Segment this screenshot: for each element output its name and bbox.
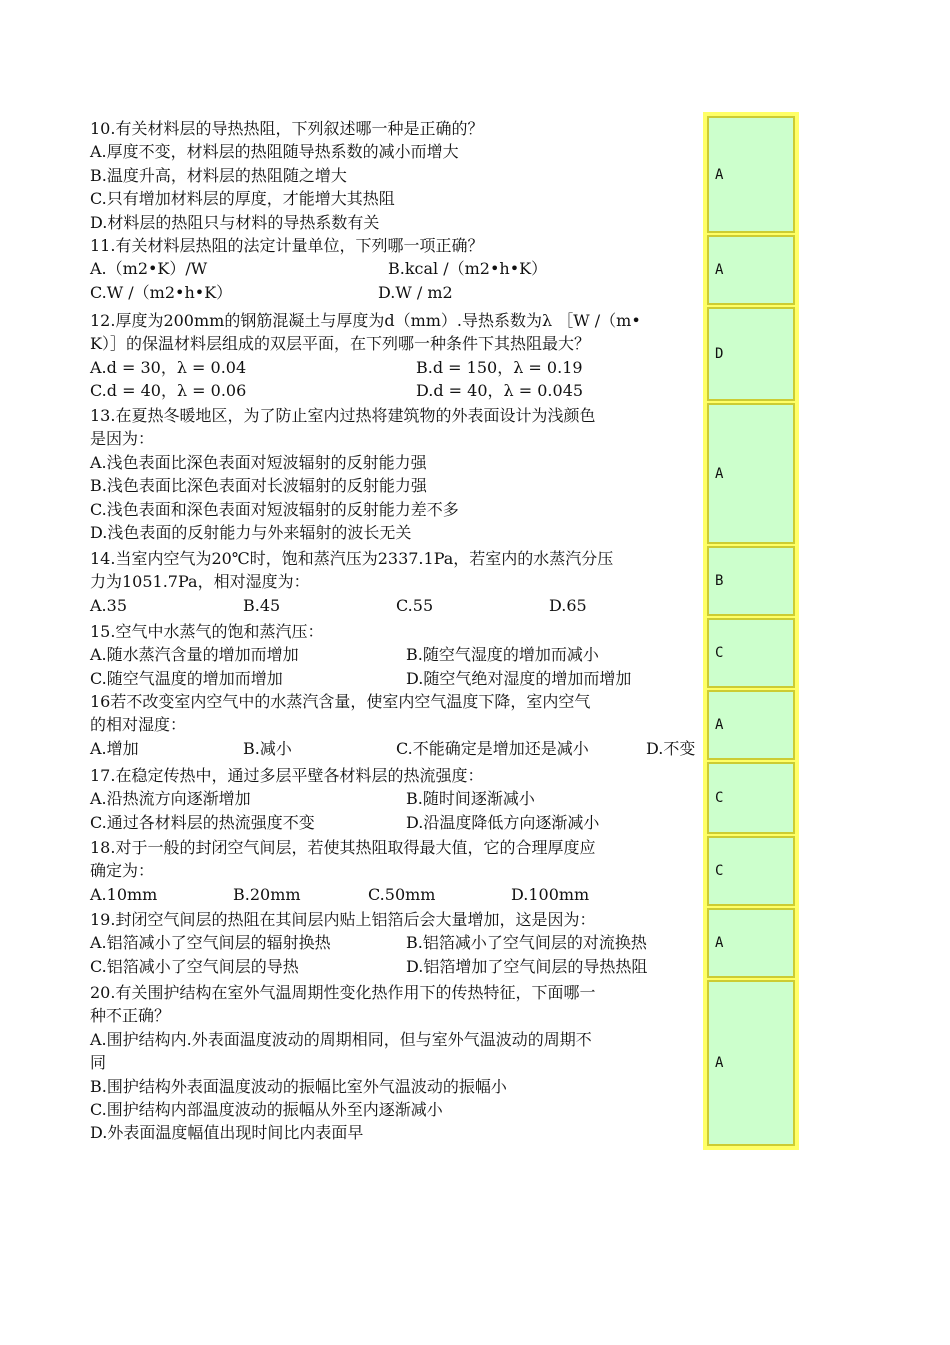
question-stem: 17.在稳定传热中，通过多层平壁各材料层的热流强度：: [90, 766, 484, 785]
option-row: [90, 787, 700, 810]
question-17: [90, 764, 700, 834]
option-b: B.45: [243, 595, 281, 615]
question-stem-line: 种不正确？: [90, 1006, 171, 1026]
option-a: A.增加: [90, 738, 139, 758]
option-c: C.50mm: [368, 884, 436, 904]
answer-cell-19[interactable]: A: [707, 908, 795, 978]
option-a: A.10mm: [90, 884, 158, 904]
question-stem: 11.有关材料层热阻的法定计量单位，下列哪一项正确？: [90, 236, 484, 255]
option-a: A.厚度不变，材料层的热阻随导热系数的减小而增大: [90, 142, 459, 162]
option-row: [90, 356, 700, 379]
answer-cell-18[interactable]: C: [707, 836, 795, 906]
option-d: D.外表面温度幅值出现时间比内表面早: [90, 1123, 364, 1143]
option-row: [90, 811, 700, 834]
question-10: [90, 117, 700, 234]
option-a-continued: 同: [90, 1053, 107, 1073]
option-c: C.随空气温度的增加而增加: [90, 668, 283, 688]
option-b: B.kcal /（m2•h•K）: [388, 259, 548, 279]
option-c: C.只有增加材料层的厚度，才能增大其热阻: [90, 189, 395, 209]
option-b: B.浅色表面比深色表面对长波辐射的反射能力强: [90, 476, 427, 496]
option-row: [90, 737, 700, 760]
option-b: B.温度升高，材料层的热阻随之增大: [90, 165, 347, 185]
question-15: [90, 620, 700, 690]
option-b: B.20mm: [233, 884, 301, 904]
question-stem-line: 的相对湿度：: [90, 715, 187, 735]
question-19: [90, 908, 700, 978]
question-18: [90, 836, 700, 906]
question-stem-line: 18.对于一般的封闭空气间层，若使其热阻取得最大值，它的合理厚度应: [90, 838, 596, 857]
option-row: [90, 643, 700, 666]
option-c: C.W /（m2•h•K）: [90, 282, 233, 302]
option-c: C.通过各材料层的热流强度不变: [90, 812, 315, 832]
option-row: [90, 955, 700, 978]
option-a: A.随水蒸汽含量的增加而增加: [90, 645, 299, 665]
option-d: D.100mm: [511, 884, 590, 904]
option-b: B.随空气湿度的增加而减小: [406, 645, 599, 665]
answer-column: [703, 112, 799, 1150]
option-a: A.d = 30，λ = 0.04: [90, 357, 247, 377]
question-14: [90, 547, 700, 617]
option-b: B.减小: [243, 738, 292, 758]
option-d: D.d = 40，λ = 0.045: [416, 381, 584, 401]
option-d: D.浅色表面的反射能力与外来辐射的波长无关: [90, 522, 412, 542]
option-row: [90, 281, 700, 304]
question-stem: 19.封闭空气间层的热阻在其间层内贴上铝箔后会大量增加，这是因为：: [90, 910, 596, 929]
option-c: C.不能确定是增加还是减小: [396, 738, 589, 758]
answer-cell-13[interactable]: A: [707, 403, 795, 544]
option-a: A.35: [90, 595, 127, 615]
option-b: B.铝箔减小了空气间层的对流换热: [406, 933, 647, 953]
question-stem-line: K）］的保温材料层组成的双层平面，在下列哪一种条件下其热阻最大？: [90, 334, 590, 354]
answer-cell-10[interactable]: A: [707, 116, 795, 233]
option-a: A.沿热流方向逐渐增加: [90, 789, 251, 809]
question-stem-line: 14.当室内空气为20℃时，饱和蒸汽压为2337.1Pa，若室内的水蒸汽分压: [90, 549, 614, 568]
answer-cell-15[interactable]: C: [707, 618, 795, 688]
option-c: C.d = 40，λ = 0.06: [90, 381, 247, 401]
option-c: C.浅色表面和深色表面对短波辐射的反射能力差不多: [90, 499, 459, 519]
question-stem-line: 20.有关围护结构在室外气温周期性变化热作用下的传热特征，下面哪一: [90, 983, 596, 1002]
question-stem: 15.空气中水蒸气的饱和蒸汽压：: [90, 622, 324, 641]
option-d: D.沿温度降低方向逐渐减小: [406, 812, 600, 832]
option-row: [90, 379, 700, 402]
option-c: C.围护结构内部温度波动的振幅从外至内逐渐减小: [90, 1099, 443, 1119]
question-13: [90, 404, 700, 544]
question-stem-line: 16若不改变室内空气中的水蒸汽含量，使室内空气温度下降，室内空气: [90, 692, 591, 711]
answer-cell-14[interactable]: B: [707, 546, 795, 616]
option-d: D.不变: [646, 738, 696, 758]
option-b: B.d = 150，λ = 0.19: [416, 357, 583, 377]
question-16: [90, 690, 700, 760]
option-d: D.随空气绝对湿度的增加而增加: [406, 668, 632, 688]
question-stem-line: 13.在夏热冬暖地区，为了防止室内过热将建筑物的外表面设计为浅颜色: [90, 406, 596, 425]
option-a: A.围护结构内.外表面温度波动的周期相同，但与室外气温波动的周期不: [90, 1029, 592, 1049]
answer-cell-11[interactable]: A: [707, 235, 795, 305]
question-20: [90, 981, 700, 1145]
option-d: D.材料层的热阻只与材料的导热系数有关: [90, 212, 380, 232]
option-row: [90, 667, 700, 690]
option-d: D.65: [549, 595, 587, 615]
option-b: B.随时间逐渐减小: [406, 789, 535, 809]
option-row: [90, 257, 700, 280]
option-d: D.铝箔增加了空气间层的导热热阻: [406, 956, 648, 976]
option-a: A.浅色表面比深色表面对短波辐射的反射能力强: [90, 452, 427, 472]
question-stem-line: 确定为：: [90, 861, 155, 881]
option-row: [90, 931, 700, 954]
option-a: A.（m2•K）/W: [90, 259, 208, 279]
option-a: A.铝箔减小了空气间层的辐射换热: [90, 933, 331, 953]
option-b: B.围护结构外表面温度波动的振幅比室外气温波动的振幅小: [90, 1076, 507, 1096]
option-row: [90, 883, 700, 906]
question-stem-line: 力为1051.7Pa，相对湿度为：: [90, 572, 310, 592]
question-11: [90, 234, 700, 304]
answer-cell-20[interactable]: A: [707, 980, 795, 1146]
answer-cell-12[interactable]: D: [707, 307, 795, 401]
answer-cell-17[interactable]: C: [707, 762, 795, 834]
answer-cell-16[interactable]: A: [707, 690, 795, 760]
option-c: C.55: [396, 595, 434, 615]
option-c: C.铝箔减小了空气间层的导热: [90, 956, 299, 976]
option-row: [90, 594, 700, 617]
question-stem-line: 12.厚度为200mm的钢筋混凝土与厚度为d（mm）.导热系数为λ ［W /（m•: [90, 311, 641, 330]
question-stem: 10.有关材料层的导热热阻，下列叙述哪一种是正确的？: [90, 119, 484, 138]
question-12: [90, 309, 700, 403]
question-stem-line: 是因为：: [90, 429, 155, 449]
option-d: D.W / m2: [378, 282, 453, 302]
